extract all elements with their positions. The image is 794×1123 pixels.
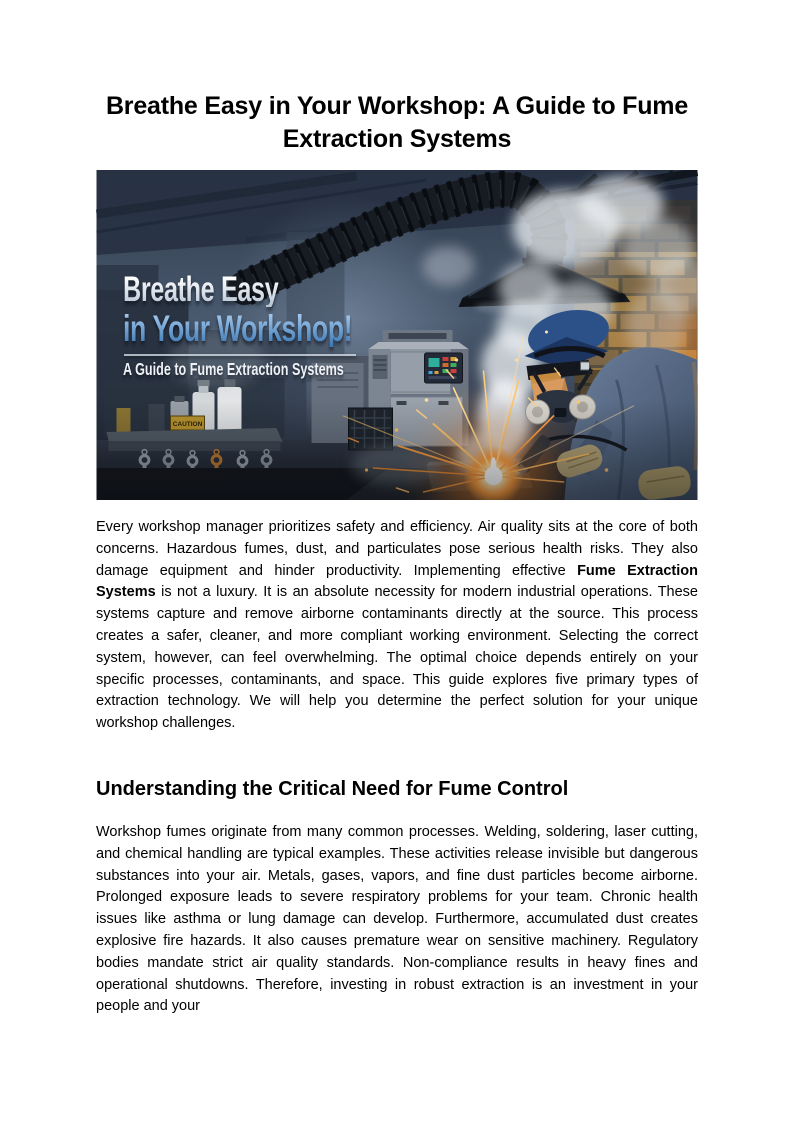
intro-paragraph: [96, 517, 698, 735]
vignette-overlay: [97, 170, 698, 500]
workshop-illustration: [96, 170, 698, 500]
intro-bold-term: Fume Extraction Systems: [96, 562, 698, 601]
hero-image: [96, 170, 698, 500]
hero-subtitle: A Guide to Fume Extraction Systems: [123, 359, 344, 379]
intro-text-before: Every workshop manager prioritizes safety and efficiency. Air quality sits at the core of both concerns. Hazardous fumes, dust, and particulates pose serious health risks. They also damage equipment and hinder productivity. Implementing effective: [96, 519, 698, 579]
section-paragraph: Workshop fumes originate from many common processes. Welding, soldering, laser cutting, and chemical handling are typical examples. These activities release invisible but dangerous substances into your air. Metals, gases, vapors, and fine dust particles become airborne. Prolonged exposure leads to severe respiratory problems for your team. Chronic health issues like asthma or lung damage can develop. Furthermore, accumulated dust creates explosive fire hazards. It also causes premature wear on sensitive machinery. Regulatory bodies mandate strict air quality standards. Non-compliance results in heavy fines and operational shutdowns. Therefore, investing in robust extraction is an investment in your people and your: [96, 823, 698, 1015]
section-heading: Understanding the Critical Need for Fume Control: [96, 777, 569, 800]
intro-text-after: is not a luxury. It is an absolute necessity for modern industrial operations. These systems capture and remove airborne contaminants directly at the source. This process creates a safer, cleaner, and more compliant working environment. Selecting the correct system, however, can feel overwhelming. The optimal choice depends entirely on your specific processes, contaminants, and space. This guide explores five primary types of extraction technology. We will help you determine the perfect solution for your unique workshop challenges.: [96, 584, 698, 732]
document-title: Breathe Easy in Your Workshop: A Guide to Fume Extraction Systems: [105, 92, 689, 153]
